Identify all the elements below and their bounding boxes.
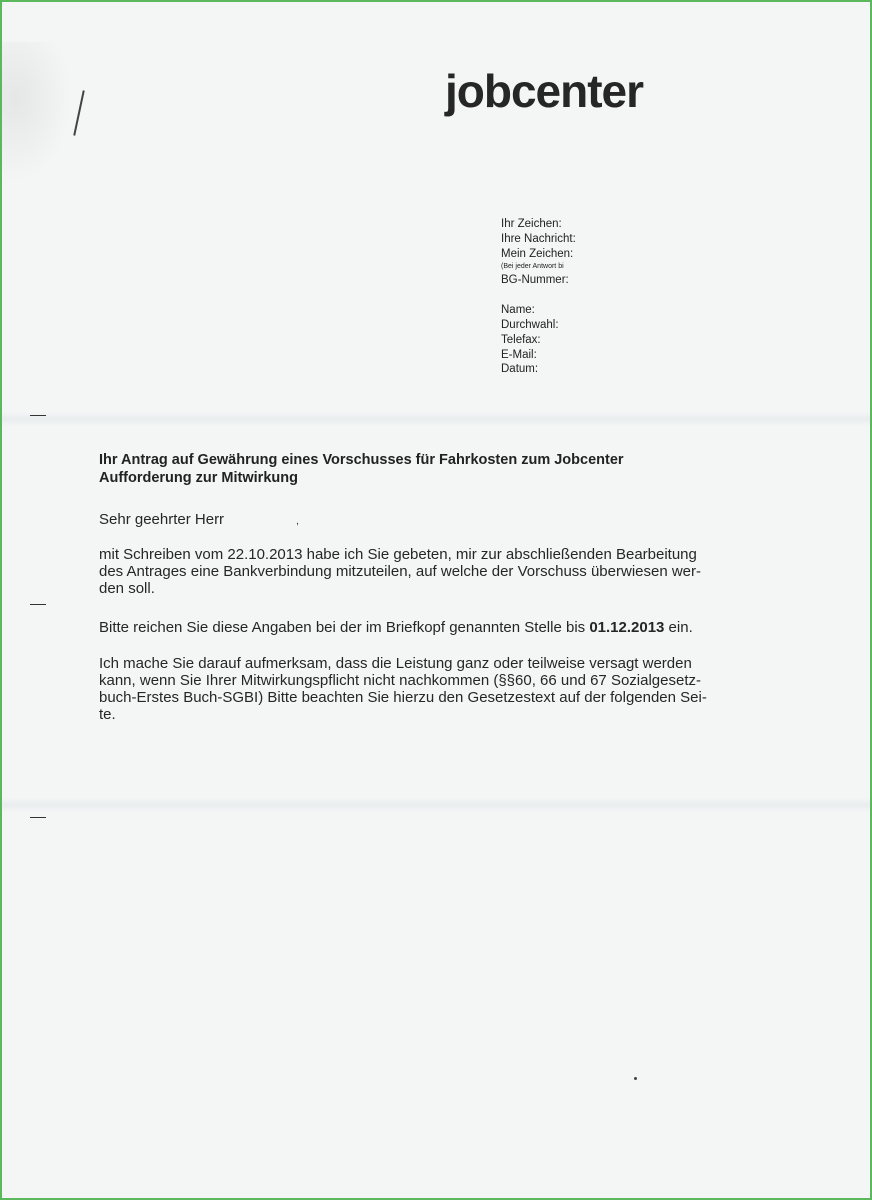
- salutation-text: Sehr geehrter Herr: [99, 511, 225, 528]
- paragraph-line: te.: [99, 706, 116, 723]
- subject-line: Aufforderung zur Mitwirkung: [99, 470, 298, 486]
- fold-mark: [30, 817, 46, 818]
- ref-telefax: Telefax:: [501, 333, 541, 346]
- ref-datum: Datum:: [501, 363, 539, 376]
- jobcenter-logo: jobcenter: [445, 65, 644, 117]
- subject-heading: [99, 451, 624, 487]
- ref-email: E-Mail:: [501, 348, 537, 361]
- paragraph-2: [99, 619, 739, 636]
- ref-mein-zeichen-note: (Bei jeder Antwort bi: [501, 263, 564, 271]
- paragraph-text: Bitte reichen Sie diese Angaben bei der im Briefkopf genannten Stelle bis: [99, 619, 590, 636]
- salutation: [99, 511, 739, 530]
- paragraph-text: ein.: [664, 619, 693, 636]
- scan-speck: [634, 1077, 637, 1080]
- paragraph-line: mit Schreiben vom 22.10.2013 habe ich Sie gebeten, mir zur abschließenden Bearbeitung: [99, 546, 697, 563]
- ref-name: Name:: [501, 304, 535, 317]
- ref-ihre-nachricht: Ihre Nachricht:: [501, 232, 576, 245]
- subject-line: Ihr Antrag auf Gewährung eines Vorschusses für Fahrkosten zum Jobcenter: [99, 452, 624, 468]
- scan-artifact-band: [2, 412, 870, 426]
- scan-artifact-band: [2, 798, 870, 812]
- paragraph-3: [99, 655, 739, 723]
- ref-durchwahl: Durchwahl:: [501, 318, 559, 331]
- paragraph-line: buch-Erstes Buch-SGBI) Bitte beachten Sie hierzu den Gesetzestext auf der folgenden Sei-: [99, 689, 707, 706]
- ref-bg-nummer: BG-Nummer:: [501, 274, 569, 287]
- punch-mark: [30, 604, 46, 605]
- paragraph-line: Ich mache Sie darauf aufmerksam, dass die Leistung ganz oder teilweise versagt werden: [99, 655, 692, 672]
- scan-smudge: [2, 42, 72, 182]
- salutation-comma: ,: [296, 516, 299, 527]
- deadline-date: 01.12.2013: [589, 619, 665, 636]
- paragraph-line: kann, wenn Sie Ihrer Mitwirkungspflicht nicht nachkommen (§§60, 66 und 67 Sozialgesetz-: [99, 672, 701, 689]
- paragraph-1: [99, 546, 739, 597]
- paragraph-line: des Antrages eine Bankverbindung mitzuteilen, auf welche der Vorschuss überwiesen wer-: [99, 563, 702, 580]
- paragraph-line: den soll.: [99, 580, 155, 597]
- reference-block: [501, 217, 576, 377]
- ref-mein-zeichen: Mein Zeichen:: [501, 247, 574, 260]
- ref-ihr-zeichen: Ihr Zeichen:: [501, 218, 562, 230]
- pen-mark: [73, 90, 85, 135]
- fold-mark: [30, 415, 46, 416]
